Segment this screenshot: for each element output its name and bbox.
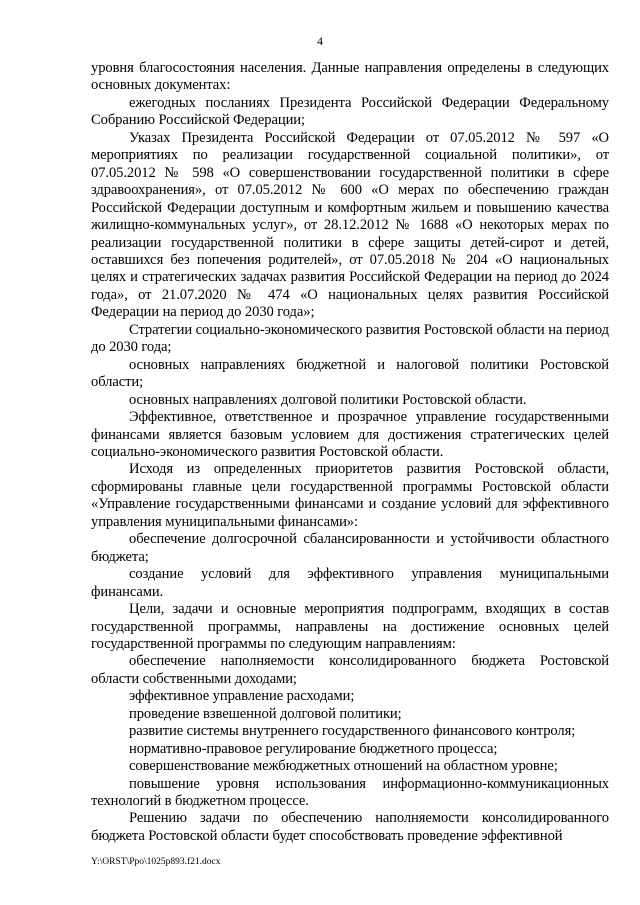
- page-number: 4: [317, 34, 323, 48]
- paragraph: обеспечение наполняемости консолидированного бюджета Ростовской области собственными доходами;: [91, 653, 609, 687]
- paragraph: Решению задачи по обеспечению наполняемости консолидированного бюджета Ростовской области будет способствовать проведение эффективной: [91, 810, 609, 844]
- paragraph: Эффективное, ответственное и прозрачное управление государственными финансами является базовым условием для достижения стратегических целей социально-экономического развития Ростовской области.: [91, 409, 609, 460]
- paragraph: создание условий для эффективного управления муниципальными финансами.: [91, 566, 609, 600]
- paragraph: ежегодных посланиях Президента Российской Федерации Федеральному Собранию Российской Федерации;: [91, 94, 609, 129]
- paragraph: проведение взвешенной долговой политики;: [129, 705, 402, 722]
- paragraph: Цели, задачи и основные мероприятия подпрограмм, входящих в состав государственной программы, направлены на достижение основных целей государственной программы по следующим направлениям:: [91, 601, 609, 652]
- paragraph: основных направлениях бюджетной и налоговой политики Ростовской области;: [91, 356, 609, 391]
- paragraph: Исходя из определенных приоритетов развития Ростовской области, сформированы главные цели государственной программы Ростовской области «Управление государственными финансами и создание условий для эффективного управления муниципальными финансами»:: [91, 461, 609, 530]
- paragraph: эффективное управление расходами;: [129, 688, 355, 705]
- paragraph: повышение уровня использования информационно-коммуникационных технологий в бюджетном процессе.: [91, 775, 609, 810]
- paragraph: уровня благосостояния населения. Данные направления определены в следующих основных документах:: [91, 60, 609, 94]
- paragraph: развитие системы внутреннего государственного финансового контроля;: [129, 723, 576, 740]
- paragraph: обеспечение долгосрочной сбалансированности и устойчивости областного бюджета;: [91, 531, 609, 565]
- footer-file-path: Y:\ORST\Ppo\1025p893.f21.docx: [91, 857, 221, 867]
- document-body: [91, 60, 609, 845]
- paragraph: Стратегии социально-экономического развития Ростовской области на период до 2030 года;: [91, 321, 609, 356]
- paragraph: совершенствование межбюджетных отношений на областном уровне;: [129, 758, 558, 775]
- paragraph: основных направлениях долговой политики Ростовской области.: [129, 391, 527, 408]
- paragraph: Указах Президента Российской Федерации от 07.05.2012 № 597 «О мероприятиях по реализации государственной социальной политики», от 07.05.2012 № 598 «О совершенствовании государственной политики в сфере здравоохранения», от 07.05.2012 № 600 «О мерах по обеспечению граждан Российской Федерации доступным и комфортным жильем и повышению качества жилищно-коммунальных услуг», от 28.12.2012 № 1688 «О некоторых мерах по реализации государственной политики в сфере защиты детей-сирот и детей, оставшихся без попечения родителей», от 07.05.2018 № 204 «О национальных целях и стратегических задачах развития Российской Федерации на период до 2024 года», от 21.07.2020 № 474 «О национальных целях развития Российской Федерации на период до 2030 года»;: [91, 129, 609, 321]
- paragraph: нормативно-правовое регулирование бюджетного процесса;: [129, 740, 498, 757]
